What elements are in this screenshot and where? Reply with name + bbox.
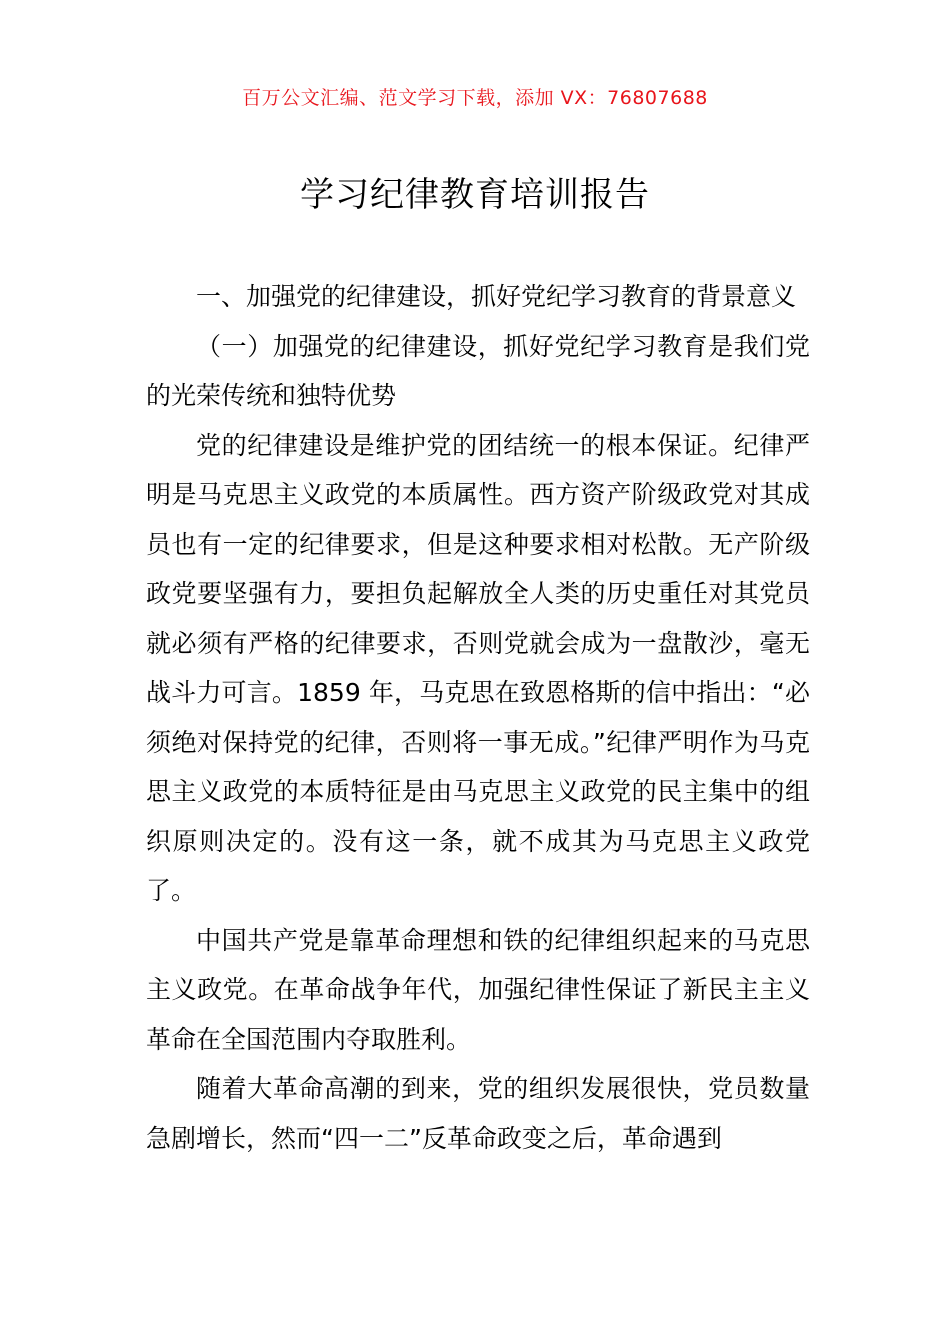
subsection-heading: （一）加强党的纪律建设，抓好党纪学习教育是我们党的光荣传统和独特优势 (146, 331, 810, 410)
document-title: 学习纪律教育培训报告 (300, 175, 650, 215)
paragraph: 党的纪律建设是维护党的团结统一的根本保证。纪律严明是马克思主义政党的本质属性。西方资产阶级政党对其成员也有一定的纪律要求，但是这种要求相对松散。无产阶级政党要坚强有力，要担负起解放全人类的历史重任对其党员就必须有严格的纪律要求，否则党就会成为一盘散沙，毫无战斗力可言。1859 年，马克思在致恩格斯的信中指出：“必须绝对保持党的纪律，否则将一事无成。”纪律严明作为马克思主义政党的本质特征是由马克思主义政党的民主集中的组织原则决定的。没有这一条，就不成其为马克思主义政党了。 (146, 430, 810, 905)
promo-banner: 百万公文汇编、范文学习下载，添加 VX：76807688 (242, 87, 708, 109)
paragraph: 中国共产党是靠革命理想和铁的纪律组织起来的马克思主义政党。在革命战争年代，加强纪律性保证了新民主主义革命在全国范围内夺取胜利。 (146, 925, 810, 1054)
paragraph: 随着大革命高潮的到来，党的组织发展很快，党员数量急剧增长，然而“四一二”反革命政变之后，革命遇到 (146, 1074, 810, 1153)
document-body (146, 272, 810, 1163)
section-heading: 一、加强党的纪律建设，抓好党纪学习教育的背景意义 (196, 282, 797, 311)
